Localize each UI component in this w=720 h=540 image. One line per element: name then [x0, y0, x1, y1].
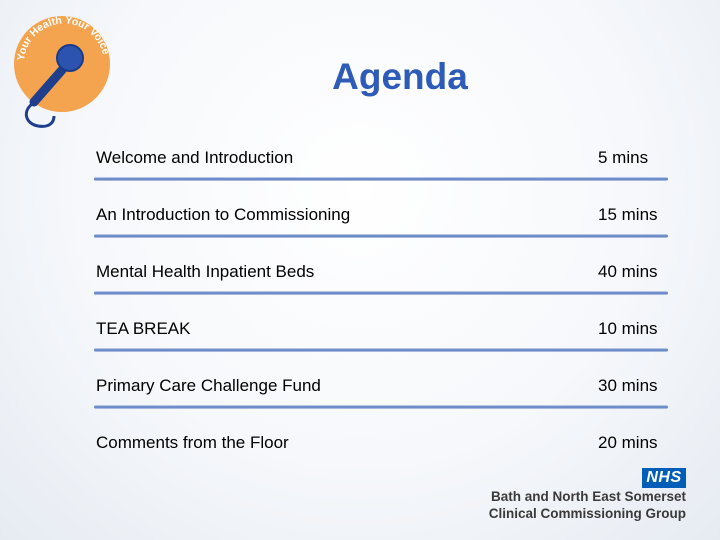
agenda-item: TEA BREAK [96, 319, 191, 338]
agenda-row [94, 315, 668, 372]
page-title: Agenda [332, 56, 468, 97]
agenda-time: 30 mins [598, 376, 658, 395]
org-line-1: Bath and North East Somerset [490, 489, 686, 504]
agenda-row [94, 144, 668, 201]
agenda-time: 5 mins [598, 148, 649, 167]
agenda-time: 40 mins [598, 262, 658, 281]
agenda-item: Comments from the Floor [96, 433, 289, 452]
agenda-item: Primary Care Challenge Fund [96, 376, 321, 395]
organisation-name [489, 488, 686, 522]
divider [94, 405, 668, 409]
agenda-item: Welcome and Introduction [96, 148, 294, 167]
agenda-row [94, 372, 668, 429]
agenda-time: 10 mins [598, 319, 658, 338]
org-line-2: Clinical Commissioning Group [488, 506, 686, 521]
divider [94, 234, 668, 238]
agenda-row [94, 201, 668, 258]
divider [94, 291, 668, 295]
nhs-logo: NHS [642, 468, 686, 488]
divider [94, 348, 668, 352]
agenda-row [94, 258, 668, 315]
agenda-row [94, 429, 668, 486]
agenda-time: 20 mins [598, 433, 658, 452]
agenda-item: An Introduction to Commissioning [96, 205, 351, 224]
agenda-item: Mental Health Inpatient Beds [96, 262, 315, 281]
divider [94, 177, 668, 181]
logo-text: Your Health Your Voice [15, 14, 112, 62]
agenda-list [94, 144, 668, 486]
agenda-time: 15 mins [598, 205, 658, 224]
